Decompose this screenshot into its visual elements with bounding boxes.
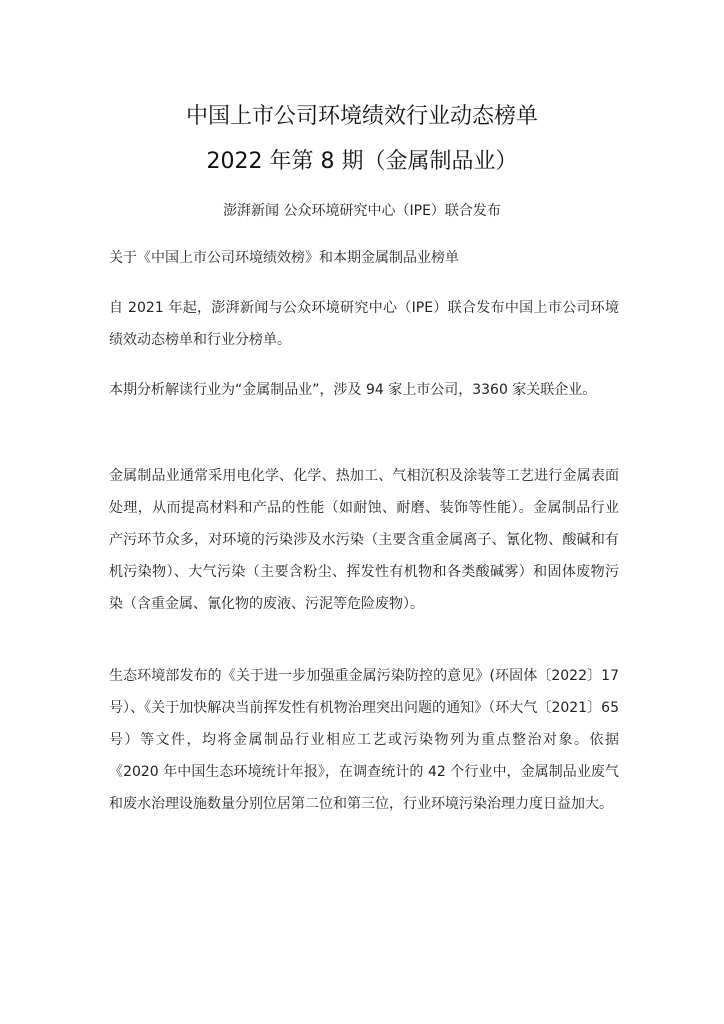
publisher-byline: 澎湃新闻 公众环境研究中心（IPE）联合发布 [223,203,501,219]
document-subtitle: 2022 年第 8 期（金属制品业） [206,149,518,174]
document-title: 中国上市公司环境绩效行业动态榜单 [185,104,538,129]
paragraph-intro: 自 2021 年起，澎湃新闻与公众环境研究中心（IPE）联合发布中国上市公司环境绩效动态榜单和行业分榜单。 [109,300,619,348]
paragraph-scope: 本期分析解读行业为“金属制品业”，涉及 94 家上市公司，3360 家关联企业。 [109,382,597,398]
paragraph-policy: 生态环境部发布的《关于进一步加强重金属污染防控的意见》(环固体〔2022〕17 号）、《关于加快解决当前挥发性有机物治理突出问题的通知》（环大气〔2021〕65 号）等文件，均将金属制品行业相应工艺或污染物列为重点整治对象。依据《2020 年中国生态环境统计年报》，在调查统计的 42 个行业中，金属制品业废气和废水治理设施数量分别位居第二位和第三位，行业环境污染治理力度日益加大。 [109,668,619,812]
section-heading: 关于《中国上市公司环境绩效榜》和本期金属制品业榜单 [109,250,459,266]
paragraph-industry-description: 金属制品业通常采用电化学、化学、热加工、气相沉积及涂装等工艺进行金属表面处理，从而提高材料和产品的性能（如耐蚀、耐磨、装饰等性能）。金属制品行业产污环节众多，对环境的污染涉及水污染（主要含重金属离子、氰化物、酸碱和有机污染物）、大气污染（主要含粉尘、挥发性有机物和各类酸碱雾）和固体废物污染（含重金属、氰化物的废液、污泥等危险废物）。 [109,468,619,612]
